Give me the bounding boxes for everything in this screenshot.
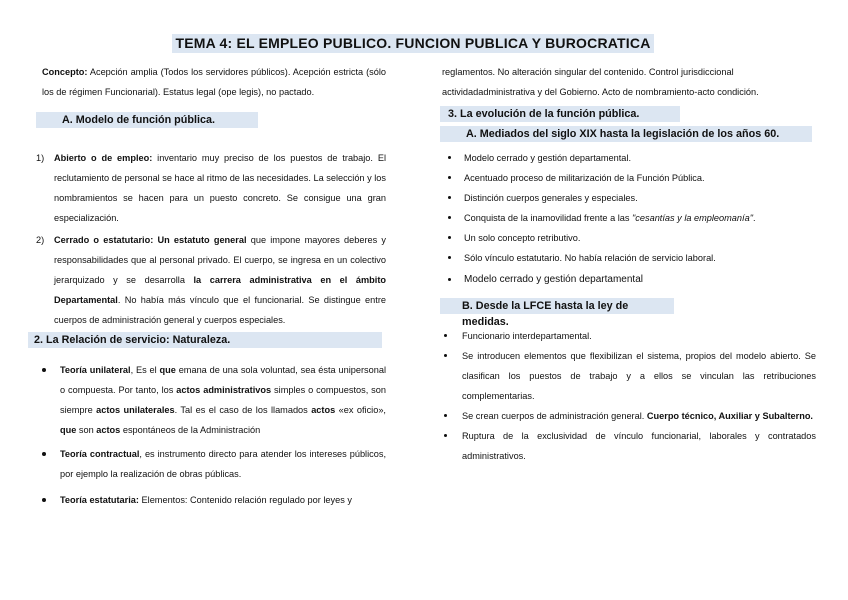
- list-item: [440, 426, 816, 466]
- list-item: [440, 270, 816, 290]
- item-bold: actos: [311, 405, 336, 415]
- list-item: [440, 228, 816, 248]
- bullet-icon: [42, 498, 46, 502]
- bullet-icon: [444, 434, 447, 437]
- bullet-icon: [42, 452, 46, 456]
- item-bold: Abierto o de empleo:: [54, 153, 153, 163]
- item-text: emana de una sola voluntad, sea ésta unipersonal o compuesta. Por tanto, los: [60, 365, 386, 395]
- item-bold: Teoría contractual: [60, 449, 140, 459]
- list-item: [440, 326, 816, 346]
- bullet-icon: [448, 236, 451, 239]
- item-text: .: [752, 213, 756, 223]
- bullet-icon: [444, 414, 447, 417]
- concepto-paragraph: [36, 62, 386, 102]
- item-text: Modelo cerrado y gestión departamental: [464, 274, 643, 285]
- list-item-cerrado: [36, 230, 386, 330]
- item-text: Conquista de la inamovilidad frente a las: [464, 213, 633, 223]
- item-text: Se crean cuerpos de administración general.: [462, 411, 647, 421]
- left-column: [36, 62, 386, 510]
- concepto-text: Acepción amplia (Todos los servidores públicos). Acepción estricta (sólo los de régimen Funcionarial). Estatus legal (ope legis), no pactado.: [42, 67, 386, 97]
- bullet-icon: [444, 334, 447, 337]
- list-item-abierto: [36, 148, 386, 228]
- list-item: [440, 406, 816, 426]
- list-item-teoria-contractual: [36, 444, 386, 484]
- item-text: Funcionario interdepartamental.: [462, 331, 592, 341]
- right-column: [440, 62, 816, 466]
- item-text: espontáneos de la Administración: [120, 425, 261, 435]
- list-item: [440, 346, 816, 406]
- concepto-label: Concepto:: [42, 67, 88, 77]
- bullet-icon: [448, 156, 451, 159]
- list-item-teoria-unilateral: [36, 360, 386, 440]
- list-number: 2): [36, 235, 45, 245]
- item-bold: actos unilaterales: [96, 405, 175, 415]
- item-text: Distinción cuerpos generales y especiales.: [464, 193, 638, 203]
- item-text: Un solo concepto retributivo.: [464, 233, 581, 243]
- list-item: [440, 148, 816, 168]
- bullet-icon: [444, 354, 447, 357]
- item-text: que impone mayores deberes y responsabilidades que al personal privado. El cuerpo, se ingresa en un colectivo jerarquizado y se desarrolla: [54, 235, 387, 285]
- item-text: Modelo cerrado y gestión departamental.: [464, 153, 632, 163]
- item-bold: Teoría unilateral: [60, 365, 131, 375]
- item-text: «ex oficio»,: [335, 405, 386, 415]
- item-bold: actos: [96, 425, 121, 435]
- item-text: . Tal es el caso de los llamados: [174, 405, 312, 415]
- item-bold: Teoría estatutaria:: [60, 495, 139, 505]
- list-number: 1): [36, 153, 45, 163]
- item-text: Elementos: Contenido relación regulado por leyes y: [138, 495, 352, 505]
- item-text: Ruptura de la exclusividad de vínculo funcionarial, laborales y contratados administrativos.: [462, 431, 816, 461]
- list-item: [440, 208, 816, 228]
- item-text: Se introducen elementos que flexibilizan el sistema, propios del modelo abierto. Se clasifican los puestos de trabajo y a ellos se vinculan las retribuciones complementarias.: [462, 351, 816, 401]
- bullet-icon: [448, 176, 451, 179]
- item-text: Sólo vínculo estatutario. No había relación de servicio laboral.: [464, 253, 716, 263]
- list-item-teoria-estatutaria: [36, 490, 386, 510]
- page-title: TEMA 4: EL EMPLEO PUBLICO. FUNCION PUBLICA Y BUROCRATICA: [172, 34, 654, 53]
- bullet-icon: [448, 256, 451, 259]
- bullet-icon: [448, 278, 451, 281]
- continuation-paragraph: reglamentos. No alteración singular del contenido. Control jurisdiccional actividadadministrativa y del Gobierno. Acto de nombramiento-acto condición.: [442, 67, 759, 97]
- bullet-icon: [42, 368, 46, 372]
- section-2-heading: 2. La Relación de servicio: Naturaleza.: [28, 332, 382, 348]
- item-italic: "cesantías y la empleomanía": [632, 213, 753, 223]
- item-text: Acentuado proceso de militarización de la Función Pública.: [464, 173, 705, 183]
- list-item: [440, 248, 816, 268]
- item-bold: la carrera administrativa en el ámbito Departamental: [54, 275, 386, 305]
- bullet-list-a: [440, 148, 816, 290]
- item-text: inventario muy preciso de los puestos de trabajo. El reclutamiento de personal se hace al ritmo de las necesidades. La selección y los nombramientos se hacen para un puesto concreto. Se consigue una gran especialización.: [54, 153, 386, 223]
- section-3-heading: 3. La evolución de la función pública.: [440, 106, 680, 122]
- item-bold: que: [60, 425, 77, 435]
- item-text: son: [76, 425, 97, 435]
- item-bold: Cerrado o estatutario: Un estatuto general: [54, 235, 247, 245]
- section-a-heading: A. Modelo de función pública.: [36, 112, 258, 128]
- item-bold: actos administrativos: [176, 385, 272, 395]
- bullet-icon: [448, 196, 451, 199]
- list-item: [440, 188, 816, 208]
- bullet-list-b: [440, 326, 816, 466]
- item-text: . No había más vínculo que el funcionarial. Se distingue entre cuerpos de administración general y cuerpos especiales.: [54, 295, 386, 325]
- subsection-b-heading: B. Desde la LFCE hasta la ley de medidas.: [440, 298, 674, 314]
- subsection-a-heading: A. Mediados del siglo XIX hasta la legislación de los años 60.: [440, 126, 812, 142]
- list-item: [440, 168, 816, 188]
- item-text: , es instrumento directo para atender los intereses públicos, por ejemplo la realización de obras públicas.: [60, 449, 386, 479]
- item-text: simples o compuestos, son siempre: [60, 385, 386, 415]
- item-text: , Es el: [130, 365, 160, 375]
- item-bold: que: [159, 365, 176, 375]
- item-bold: Cuerpo técnico, Auxiliar y Subalterno.: [646, 411, 813, 421]
- bullet-icon: [448, 216, 451, 219]
